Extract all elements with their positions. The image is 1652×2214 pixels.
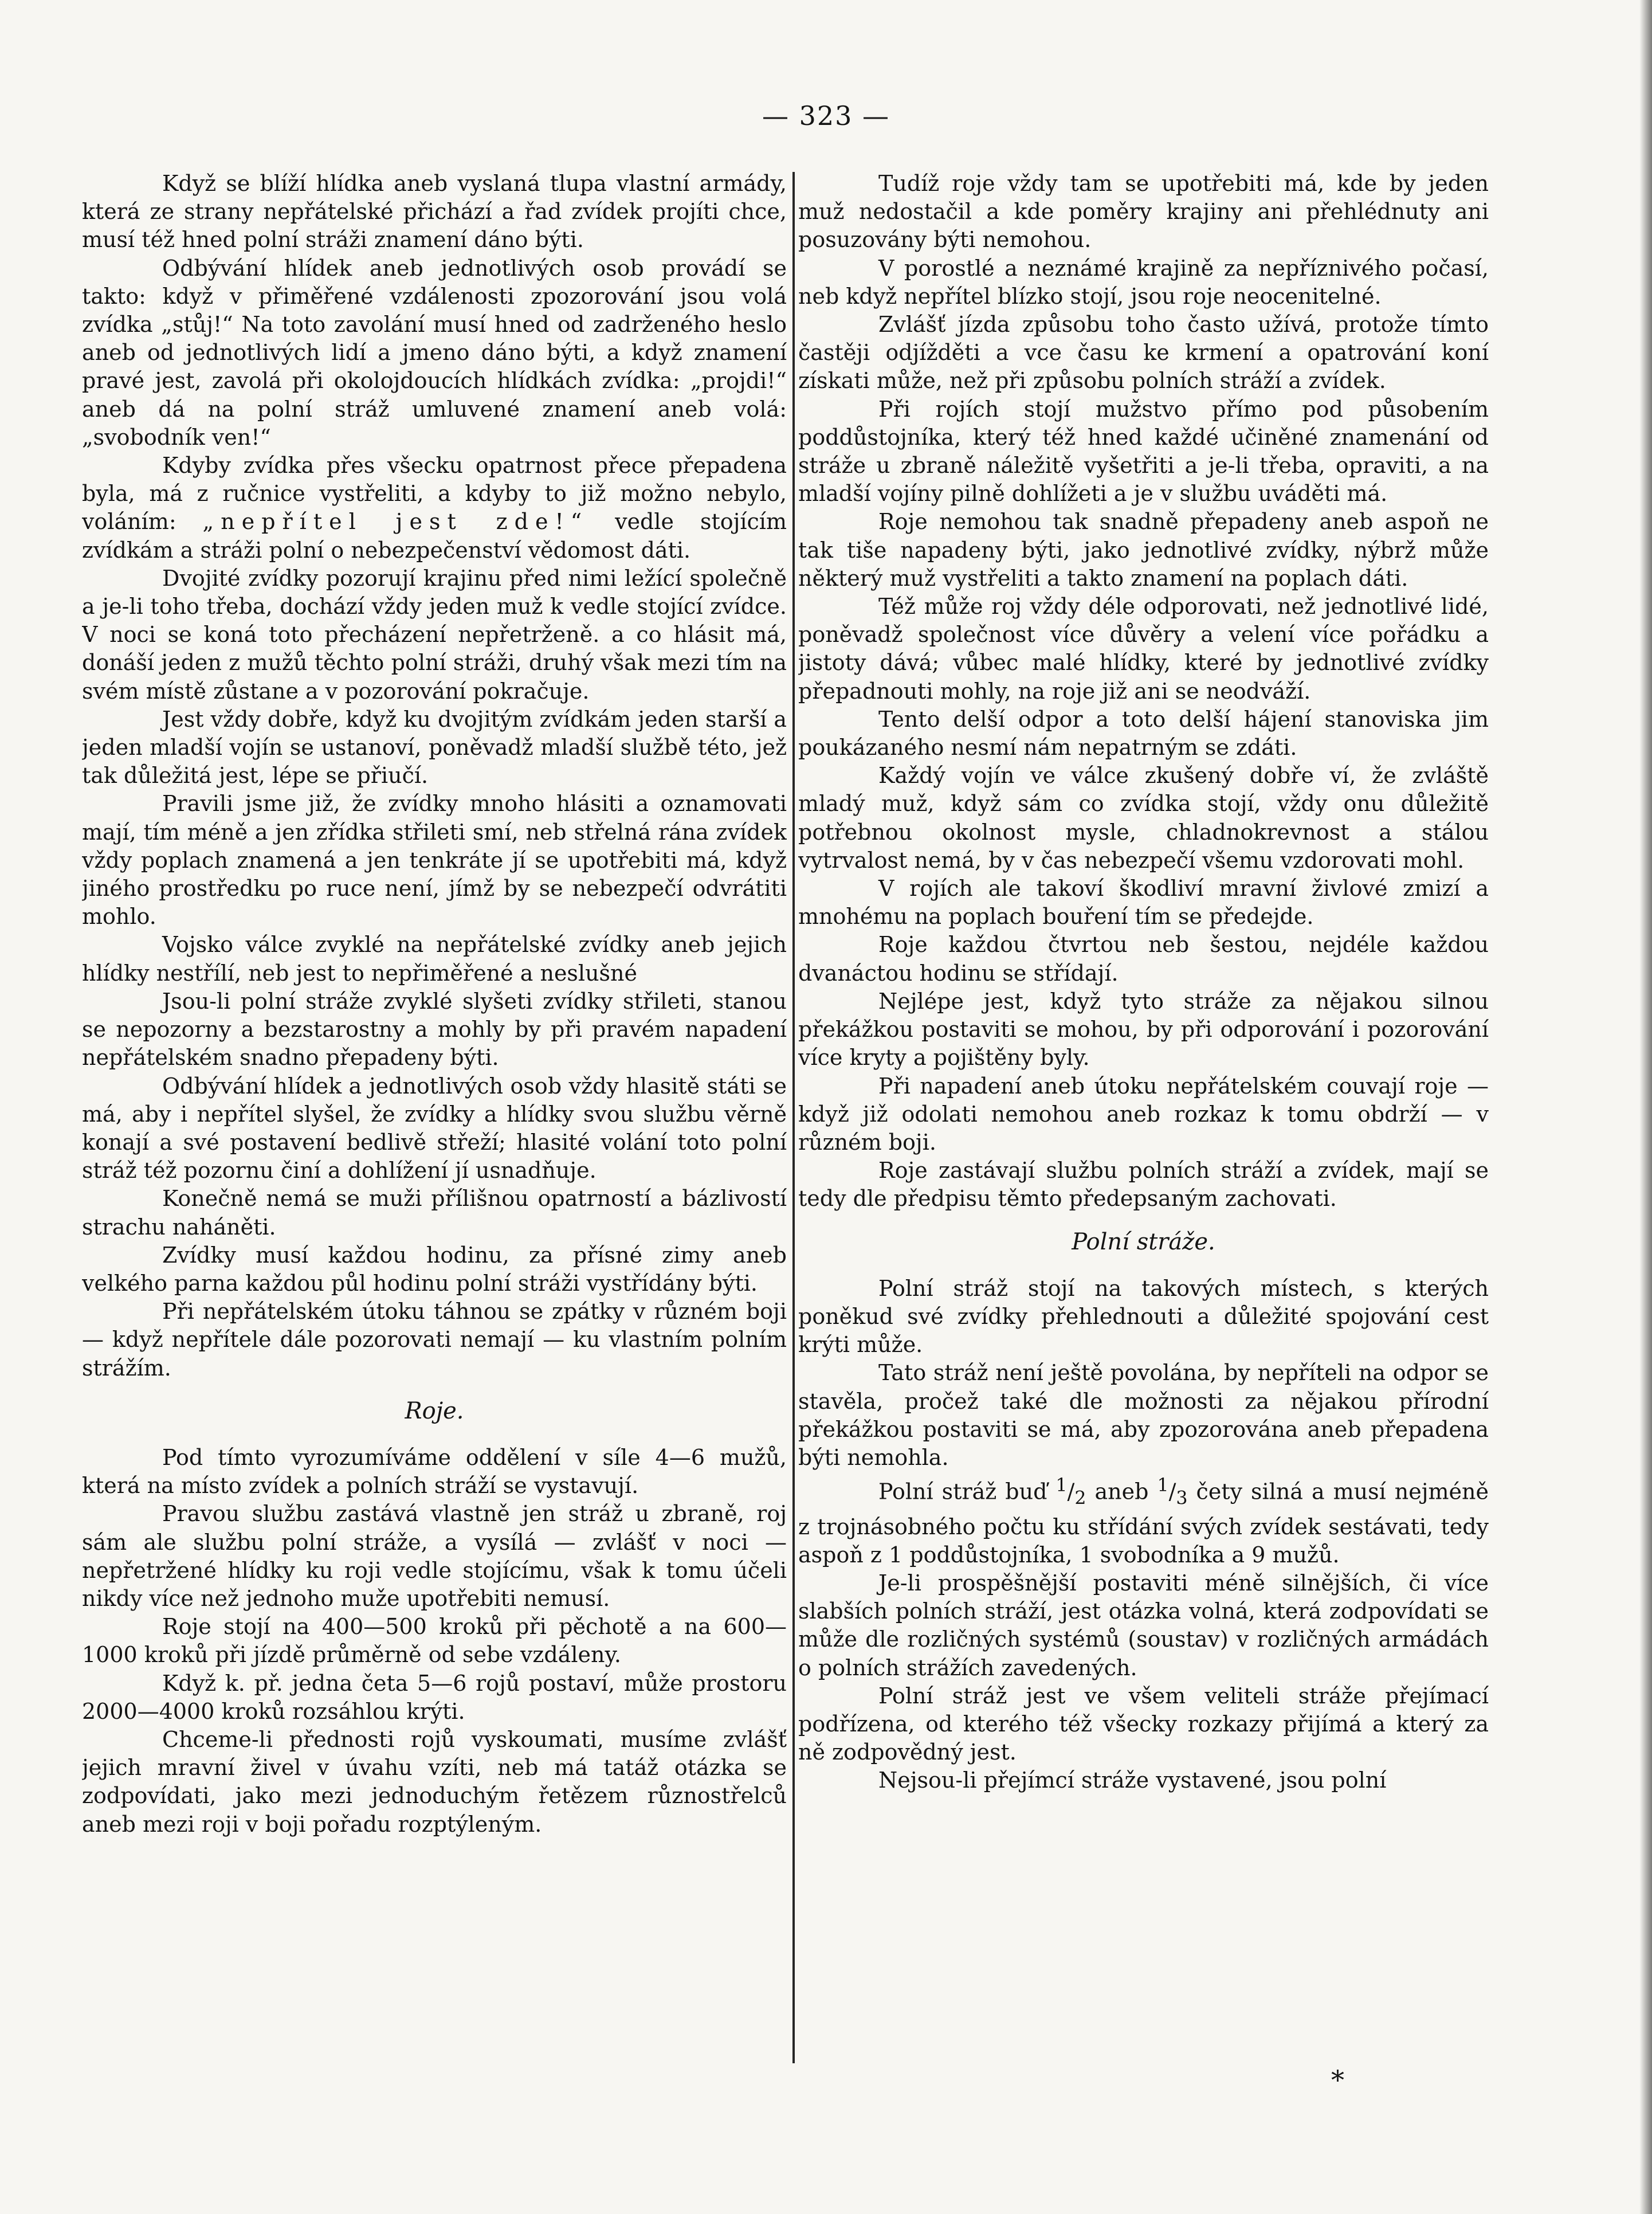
fraction-denominator: 2 — [1074, 1488, 1086, 1509]
paragraph: Pod tímto vyrozumíváme oddělení v síle 4—6 mužů, která na místo zvídek a polních stráží se vystavují. — [82, 1444, 787, 1499]
paragraph-text: čety silná a musí nejméně z trojnásobného počtu ku střídání svých zvídek sestávati, tedy aspoň z 1 poddůstojníka, 1 svobodníka a 9 mužů. — [798, 1479, 1489, 1568]
paragraph: Při napadení aneb útoku nepřátelském couvají roje — když již odolati nemohou aneb rozkaz k tomu obdrží — v různém boji. — [798, 1073, 1489, 1155]
paragraph: Zvlášť jízda způsobu toho často užívá, protože tímto častěji odjížděti a vce času ke krmení a opatrování koní získati může, než při způsobu polních stráží a zvídek. — [798, 312, 1489, 394]
spaced-emphasis: „nepřítel jest zde!“ — [202, 509, 589, 535]
paragraph: Zvídky musí každou hodinu, za přísné zimy aneb velkého parna každou půl hodinu polní stráži vystřídány býti. — [82, 1242, 787, 1296]
fraction-numerator: 1 — [1157, 1475, 1169, 1496]
column-divider — [792, 172, 795, 2063]
paragraph: Když se blíží hlídka aneb vyslaná tlupa vlastní armády, která ze strany nepřátelské přichází a řad zvídek projíti chce, musí též hned polní stráži znamení dáno býti. — [82, 171, 787, 253]
paragraph: Nejlépe jest, když tyto stráže za nějakou silnou překážkou postaviti se mohou, by při odporování i pozorování více kryty a pojištěny byly. — [798, 988, 1489, 1071]
paragraph: Jest vždy dobře, když ku dvojitým zvídkám jeden starší a jeden mladší vojín se ustanoví, poněvadž mladší službě této, jež tak důležitá jest, lépe se přiučí. — [82, 706, 787, 789]
right-column — [798, 170, 1489, 2061]
paragraph: Je-li prospěšnější postaviti méně silnějších, či více slabších polních stráží, jest otázka volná, která zodpovídati se může dle rozličných systémů (soustav) v rozličných armádách o polních strážích zavedených. — [798, 1570, 1489, 1680]
signature-mark: * — [1331, 2064, 1344, 2095]
paragraph: Odbývání hlídek aneb jednotlivých osob provádí se takto: když v přiměřené vzdálenosti zpozorování jsou volá zvídka „stůj!“ Na toto zavolání musí hned od zadrženého heslo aneb od jednotlivých lidí a jmeno dáno býti, a když znamení pravé jest, zavolá při okolojdoucích hlídkách zvídka: „projdi!“ aneb dá na polní stráž umluvené znamení aneb volá: „svobodník ven!“ — [82, 255, 787, 450]
fraction-denominator: 3 — [1176, 1488, 1188, 1509]
paragraph: Pravou službu zastává vlastně jen stráž u zbraně, roj sám ale službu polní stráže, a vysílá — zvlášť v noci — nepřetržené hlídky ku roji vedle stojícímu, však k tomu účeli nikdy více než jednoho muže upotřebiti nemusí. — [82, 1501, 787, 1611]
paragraph: V rojích ale takoví škodliví mravní živlové zmizí a mnohému na poplach bouření tím se předejde. — [798, 876, 1489, 930]
page-number: — 323 — — [762, 100, 890, 131]
paragraph: Pravili jsme již, že zvídky mnoho hlásiti a oznamovati mají, tím méně a jen zřídka střileti smí, neb střelná rána zvídek vždy poplach znamená a jen tenkráte jí se upotřebiti má, když jiného prostředku po ruce není, jímž by se nebezpečí odvrátiti mohlo. — [82, 791, 787, 930]
paragraph: Tudíž roje vždy tam se upotřebiti má, kde by jeden muž nedostačil a kde poměry krajiny ani přehlédnuty ani posuzovány býti nemohou. — [798, 171, 1489, 253]
paragraph: Též může roj vždy déle odporovati, než jednotlivé lidé, poněvadž společnost více důvěry a velení více pořádku a jistoty dává; vůbec malé hlídky, které by jednotlivé zvídky přepadnouti mohly, na roje již ani se neodváží. — [798, 594, 1489, 704]
paragraph: Tato stráž není ještě povolána, by nepříteli na odpor se stavěla, pročež také dle možnosti za nějakou přírodní překážkou postaviti se má, aby zpozorována aneb přepadena býti nemohla. — [798, 1360, 1489, 1470]
paragraph: Vojsko válce zvyklé na nepřátelské zvídky aneb jejich hlídky nestřílí, neb jest to nepřiměřené a neslušné — [82, 932, 787, 986]
paragraph: Každý vojín ve válce zkušený dobře ví, že zvláště mladý muž, když sám co zvídka stojí, vždy onu důležitě potřebnou okolnost mysle, chladnokrevnost a stálou vytrvalost nemá, by v čas nebezpečí všemu vzdorovati mohl. — [798, 763, 1489, 873]
page-edge-shadow — [1639, 0, 1652, 2214]
paragraph-text: Kdyby zvídka přes všecku opatrnost přece přepadena byla, má z ručnice vystřeliti, a kdyby to již možno nebylo, voláním: — [82, 453, 787, 535]
paragraph — [82, 452, 787, 565]
paragraph-text: vedle stojícím zvídkám a stráži polní o nebezpečenství vědomost dáti. — [82, 509, 787, 563]
paragraph: Při nepřátelském útoku táhnou se zpátky v různém boji — když nepřítele dále pozorovati nemají — ku vlastním polním strážím. — [82, 1299, 787, 1381]
paragraph: Konečně nemá se muži přílišnou opatrností a bázlivostí strachu naháněti. — [82, 1186, 787, 1240]
paragraph: Roje nemohou tak snadně přepadeny aneb aspoň ne tak tiše napadeny býti, jako jednotlivé zvídky, nýbrž může některý muž vystřeliti a takto znamení na poplach dáti. — [798, 509, 1489, 591]
paragraph-text: aneb — [1086, 1479, 1157, 1504]
paragraph: Polní stráž jest ve všem veliteli stráže přejímací podřízena, od kterého též všecky rozkazy přijímá a který za ně zodpovědný jest. — [798, 1683, 1489, 1765]
paragraph: V porostlé a neznámé krajině za nepříznivého počasí, neb když nepřítel blízko stojí, jsou roje neocenitelné. — [798, 255, 1489, 309]
paragraph: Roje stojí na 400—500 kroků při pěchotě a na 600—1000 kroků při jízdě průměrně od sebe vzdáleny. — [82, 1614, 787, 1668]
paragraph: Když k. př. jedna četa 5—6 rojů postaví, může prostoru 2000—4000 kroků rozsáhlou krýti. — [82, 1670, 787, 1724]
section-title-roje: Roje. — [405, 1397, 464, 1424]
paragraph: Dvojité zvídky pozorují krajinu před nimi ležící společně a je-li toho třeba, dochází vždy jeden muž k vedle stojící zvídce. V noci se koná toto přecházení nepřetrženě. a co hlásit má, donáší jeden z mužů těchto polní stráži, druhý však mezi tím na svém místě zůstane a v pozorování pokračuje. — [82, 565, 787, 704]
paragraph: Nejsou-li přejímcí stráže vystavené, jsou polní — [878, 1768, 1387, 1793]
paragraph: Jsou-li polní stráže zvyklé slyšeti zvídky střileti, stanou se nepozorny a bezstarostny a mohly by při pravém napadení nepřátelském snadno přepadeny býti. — [82, 988, 787, 1071]
paragraph: Polní stráž stojí na takových místech, s kterých poněkud své zvídky přehlednouti a důležité spojování cest krýti může. — [798, 1275, 1489, 1358]
paragraph-fraction: Polní stráž buď $^1/_2$ aneb $^1/_3$ čety silná a musí nejméně z trojnásobného počtu ku střídání svých zvídek sestávati, tedy aspoň z 1 poddůstojníka, 1 svobodníka a 9 mužů. — [798, 1475, 1489, 1568]
paragraph: Tento delší odpor a toto delší hájení stanoviska jim poukázaného nesmí nám nepatrným se zdáti. — [798, 706, 1489, 761]
paragraph-text: Polní stráž buď — [878, 1479, 1056, 1504]
paragraph: Chceme-li přednosti rojů vyskoumati, musíme zvlášť jejich mravní živel v úvahu vzíti, neb má tatáž otázka se zodpovídati, jako mezi jednoduchým řetězem různostřelců aneb mezi roji v boji pořadu rozptýleným. — [82, 1726, 787, 1837]
paragraph: Roje zastávají službu polních stráží a zvídek, mají se tedy dle předpisu těmto předepsaným zachovati. — [798, 1158, 1489, 1212]
section-title-polni-straze: Polní stráže. — [1072, 1228, 1215, 1255]
paragraph: Při rojích stojí mužstvo přímo pod působením poddůstojníka, který též hned každé učiněné znamenání od stráže u zbraně náležitě vyšetřiti a je-li třeba, opraviti, a na mladší vojíny pilně dohlížeti a je v službu uváděti má. — [798, 396, 1489, 507]
paragraph: Odbývání hlídek a jednotlivých osob vždy hlasitě státi se má, aby i nepřítel slyšel, že zvídky a hlídky svou službu věrně konají a své postavení bedlivě střeží; hlasité volání toto polní stráž též pozornu činí a dohlížení jí usnadňuje. — [82, 1073, 787, 1184]
left-column — [82, 170, 787, 2061]
paragraph: Roje každou čtvrtou neb šestou, nejdéle každou dvanáctou hodinu se střídají. — [798, 932, 1489, 986]
fraction-numerator: 1 — [1055, 1475, 1068, 1496]
